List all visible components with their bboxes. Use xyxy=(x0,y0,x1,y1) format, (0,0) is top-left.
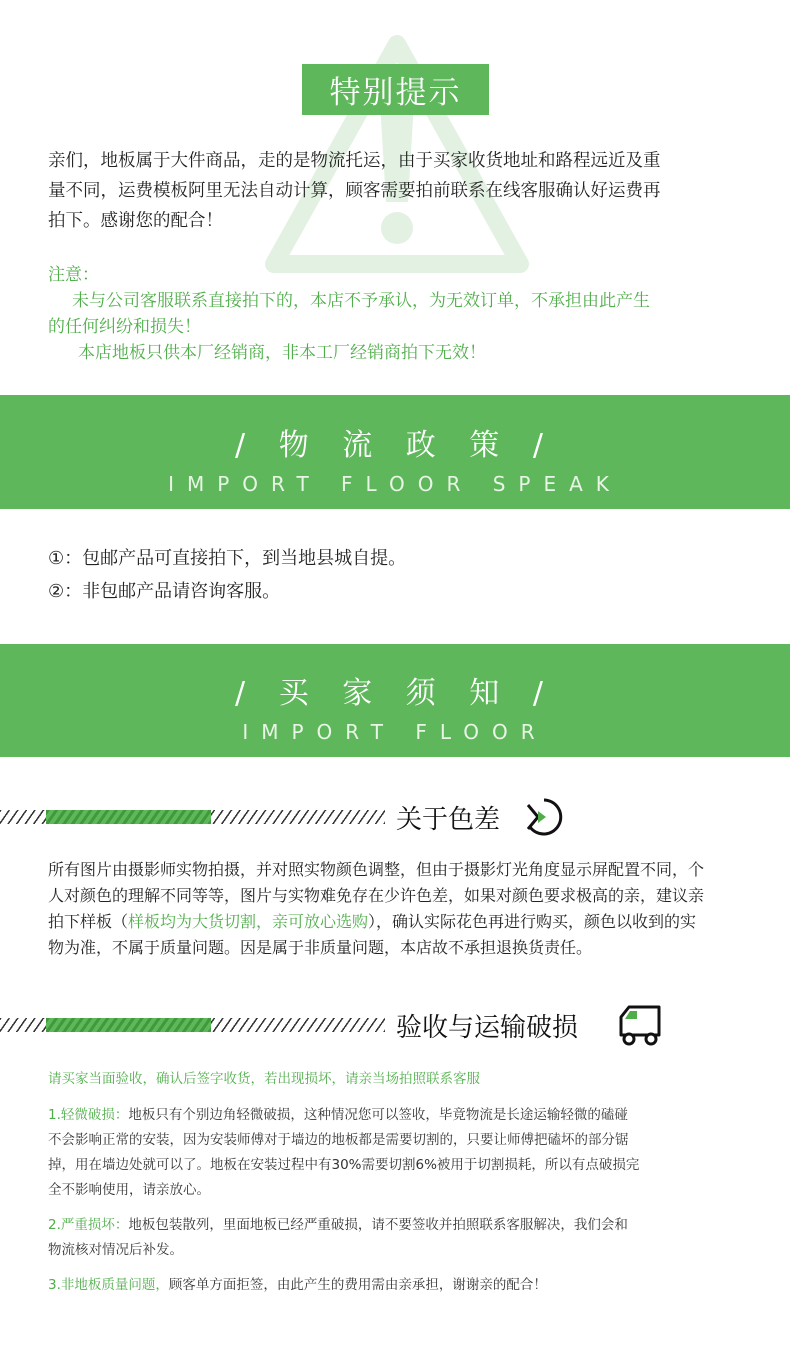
intro-line: 量不同，运费模板阿里无法自动计算，顾客需要拍前联系在线客服确认好运费再 xyxy=(48,181,661,201)
item-label: 3.非地板质量问题， xyxy=(48,1277,169,1293)
special-notice-title: 特别提示 xyxy=(302,64,489,115)
paragraph-line: 掉，用在墙边处就可以了。地板在安装过程中有30%需要切割6%被用于切割损耗，所以有点破损完 xyxy=(48,1157,640,1173)
paragraph-line xyxy=(48,909,748,935)
policy-item: ①：包邮产品可直接拍下，到当地县城自提。 xyxy=(48,548,407,569)
truck-icon xyxy=(617,1003,663,1047)
text-span: 顾客单方面拒签，由此产生的费用需由亲承担，谢谢亲的配合！ xyxy=(168,1277,547,1293)
banner-subtitle: IMPORT FLOOR SPEAK xyxy=(168,472,622,496)
color-diff-header xyxy=(0,793,790,841)
text-span: 拍下样板（ xyxy=(48,912,129,931)
note-line: 的任何纠纷和损失！ xyxy=(48,317,201,337)
policy-item: ②：非包邮产品请咨询客服。 xyxy=(48,581,281,602)
paragraph-line: 物为准，不属于质量问题。因是属于非质量问题，本店故不承担退换货责任。 xyxy=(48,938,593,957)
logistics-policy-banner xyxy=(0,395,790,509)
damage-item-non-quality xyxy=(48,1273,748,1298)
note-line: 未与公司客服联系直接拍下的，本店不予承认，为无效订单，不承担由此产生 xyxy=(72,291,650,311)
attention-note xyxy=(48,262,748,366)
section-heading: 验收与运输破损 xyxy=(396,1013,579,1043)
banner-subtitle: IMPORT FLOOR xyxy=(242,720,548,744)
paragraph-line: 人对颜色的理解不同等等，图片与实物难免存在少许色差，如果对颜色要求极高的亲，建议亲 xyxy=(48,886,705,905)
policy-list xyxy=(48,542,406,608)
inspection-notice: 请买家当面验收，确认后签字收货，若出现损坏，请亲当场拍照联系客服 xyxy=(48,1071,480,1087)
paragraph-line: 物流核对情况后补发。 xyxy=(48,1242,183,1258)
color-diff-text xyxy=(48,857,748,961)
paragraph-line xyxy=(48,1103,748,1128)
note-line: 本店地板只供本厂经销商，非本工厂经销商拍下无效！ xyxy=(78,343,486,363)
banner-title: / 物 流 政 策 / xyxy=(235,428,555,463)
damage-item-severe xyxy=(48,1213,748,1263)
item-label: 1.轻微破损： xyxy=(48,1107,129,1123)
item-label: 2.严重损坏： xyxy=(48,1217,129,1233)
damage-item-minor xyxy=(48,1103,748,1203)
section-heading: 关于色差 xyxy=(396,805,501,835)
paragraph-line: 不会影响正常的安装，因为安装师傅对于墙边的地板都是需要切割的，只要让师傅把磕坏的部分锯 xyxy=(48,1132,629,1148)
color-diff-icon xyxy=(522,797,566,837)
buyer-notice-banner xyxy=(0,644,790,757)
green-hatch-bar xyxy=(46,1018,211,1032)
green-hatch-bar xyxy=(46,810,211,824)
highlight-text: 样板均为大货切割，亲可放心选购 xyxy=(128,912,369,931)
note-label: 注意： xyxy=(48,265,99,285)
intro-text xyxy=(48,146,748,236)
intro-line: 亲们，地板属于大件商品，走的是物流托运，由于买家收货地址和路程远近及重 xyxy=(48,151,661,171)
damage-header xyxy=(0,1001,790,1049)
text-span: ），确认实际花色再进行购买，颜色以收到的实 xyxy=(368,912,697,931)
banner-title: / 买 家 须 知 / xyxy=(235,676,555,711)
paragraph-line xyxy=(48,1273,748,1298)
text-span: 地板包装散列，里面地板已经严重破损，请不要签收并拍照联系客服解决，我们会和 xyxy=(128,1217,628,1233)
paragraph-line: 所有图片由摄影师实物拍摄，并对照实物颜色调整，但由于摄影灯光角度显示屏配置不同，个 xyxy=(48,860,705,879)
intro-line: 拍下。感谢您的配合！ xyxy=(48,211,223,231)
paragraph-line: 全不影响使用，请亲放心。 xyxy=(48,1182,210,1198)
paragraph-line xyxy=(48,1213,748,1238)
text-span: 地板只有个别边角轻微破损，这种情况您可以签收，毕竟物流是长途运输轻微的磕碰 xyxy=(128,1107,628,1123)
